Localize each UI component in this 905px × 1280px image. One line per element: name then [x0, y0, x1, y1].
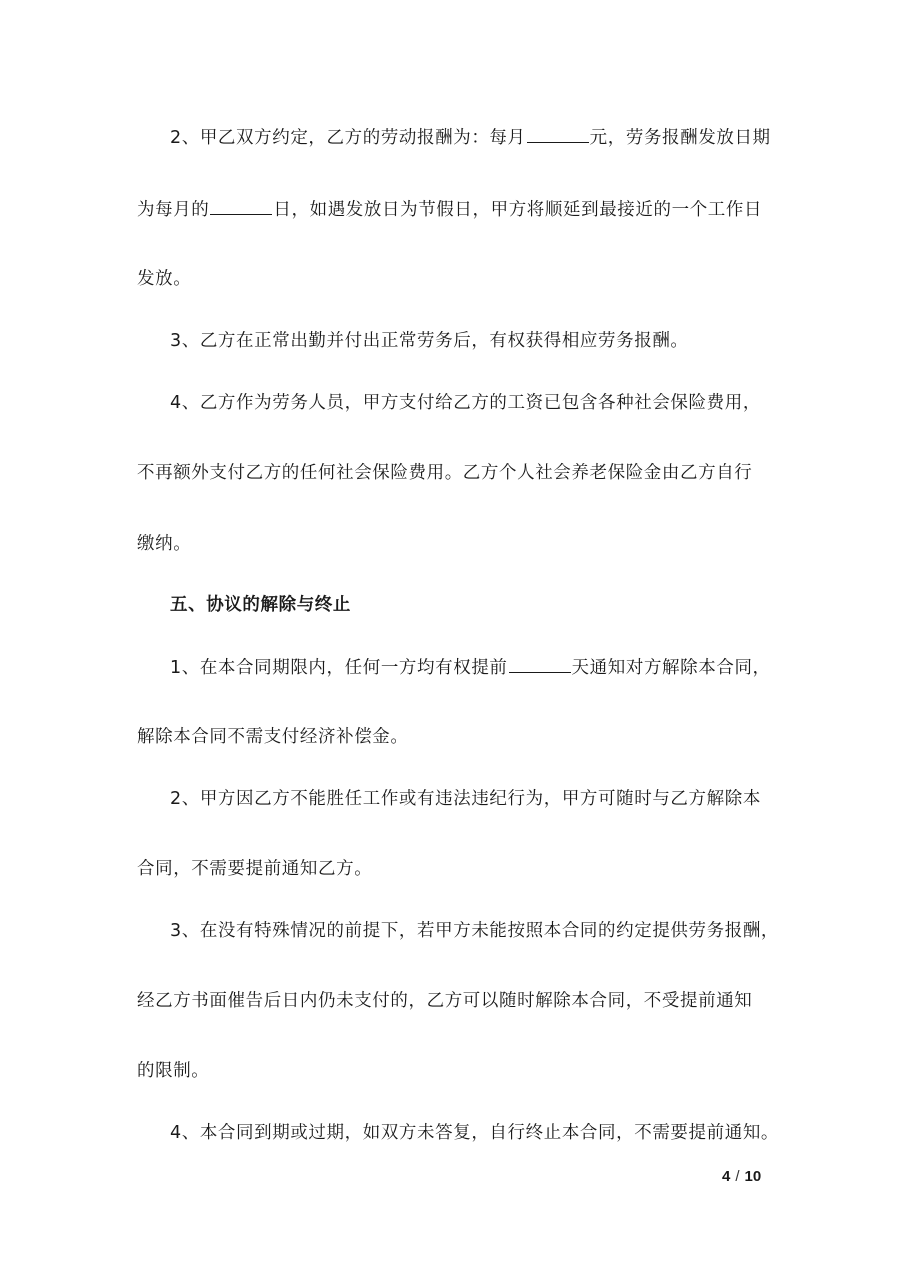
page-total: 10 [744, 1168, 762, 1185]
paragraph-line: 2、甲方因乙方不能胜任工作或有违法违纪行为，甲方可随时与乙方解除本 [170, 789, 761, 809]
text-segment: 元，劳务报酬发放日期 [589, 128, 771, 148]
text-segment: 为每月的 [137, 200, 210, 220]
paragraph-line: 合同，不需要提前通知乙方。 [137, 859, 373, 879]
paragraph-line: 解除本合同不需支付经济补偿金。 [137, 727, 409, 747]
paragraph-line [137, 198, 762, 221]
paragraph-line: 4、本合同到期或过期，如双方未答复，自行终止本合同，不需要提前通知。 [170, 1123, 780, 1143]
text-segment: 日，如遇发放日为节假日，甲方将顺延到最接近的一个工作日 [273, 200, 763, 220]
page-separator: / [735, 1168, 740, 1185]
paragraph-line [170, 126, 771, 149]
text-segment: 1、在本合同期限内，任何一方均有权提前 [170, 658, 508, 678]
text-segment: 2、甲乙双方约定，乙方的劳动报酬为：每月 [170, 128, 526, 148]
fill-in-blank-monthly-pay [527, 126, 589, 143]
paragraph-line: 不再额外支付乙方的任何社会保险费用。乙方个人社会养老保险金由乙方自行 [137, 463, 753, 483]
paragraph-line: 3、乙方在正常出勤并付出正常劳务后，有权获得相应劳务报酬。 [170, 331, 689, 351]
paragraph-line: 发放。 [137, 269, 192, 289]
paragraph-line: 缴纳。 [137, 534, 192, 554]
paragraph-line: 经乙方书面催告后日内仍未支付的，乙方可以随时解除本合同，不受提前通知 [137, 991, 753, 1011]
page-current: 4 [722, 1168, 731, 1185]
fill-in-blank-notice-days [509, 656, 571, 673]
paragraph-line: 4、乙方作为劳务人员，甲方支付给乙方的工资已包含各种社会保险费用， [170, 393, 761, 413]
section-heading: 五、协议的解除与终止 [170, 595, 351, 615]
paragraph-line: 3、在没有特殊情况的前提下，若甲方未能按照本合同的约定提供劳务报酬， [170, 921, 780, 941]
fill-in-blank-pay-day [210, 198, 272, 215]
paragraph-line: 的限制。 [137, 1061, 210, 1081]
page-number [722, 1168, 761, 1185]
text-segment: 天通知对方解除本合同， [571, 658, 771, 678]
paragraph-line [170, 656, 771, 679]
